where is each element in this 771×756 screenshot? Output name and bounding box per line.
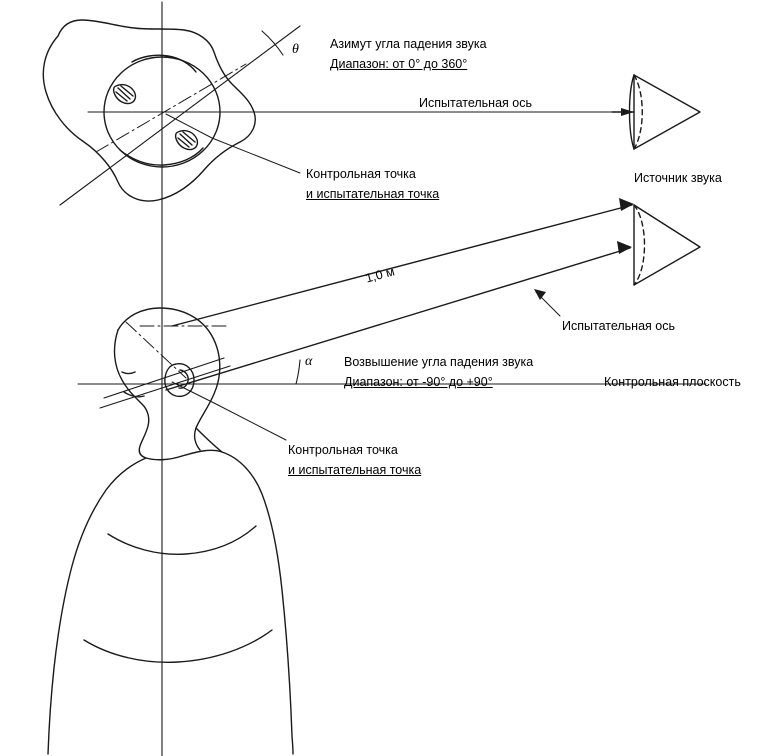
elevation-angle-arc [296,360,300,384]
elevation-range-label: Диапазон: от -90° до +90° [344,375,493,389]
sound-source-cone-top [630,75,701,149]
side-reference-point-line2: и испытательная точка [288,463,422,477]
top-view-left-ear [114,85,136,104]
top-test-axis-arrow [612,108,634,116]
top-view-dashdot-axis [96,64,246,152]
side-reference-point-line1: Контрольная точка [288,443,398,457]
side-view-ear [165,364,194,397]
distance-arrow-upper [172,198,634,326]
top-reference-point-leader [166,114,300,173]
elevation-symbol: α [305,354,313,369]
azimuth-title-label: Азимут угла падения звука [330,37,487,51]
elevation-title-label: Возвышение угла падения звука [344,355,534,369]
middle-test-axis-leader [534,289,560,316]
side-reference-point-leader [172,382,286,440]
sound-source-label: Источник звука [634,171,722,185]
sound-source-cone-side [634,205,700,285]
side-view-dashdot-axis [126,322,230,378]
top-reference-point-line2: и испытательная точка [306,187,440,201]
test-axis-top-label: Испытательная ось [419,96,532,110]
reference-plane-label: Контрольная плоскость [604,375,741,389]
side-view-torso-outline [48,428,293,754]
azimuth-axis-line [60,26,300,205]
test-axis-middle-label: Испытательная ось [562,319,675,333]
top-view-right-ear [176,131,198,150]
azimuth-symbol: θ [292,42,299,57]
side-view-shoulder-lines [84,526,272,662]
top-view-body-outline [43,20,255,201]
top-reference-point-line1: Контрольная точка [306,167,416,181]
azimuth-range-label: Диапазон: от 0° до 360° [330,57,468,71]
distance-label: 1,0 м [364,264,397,286]
